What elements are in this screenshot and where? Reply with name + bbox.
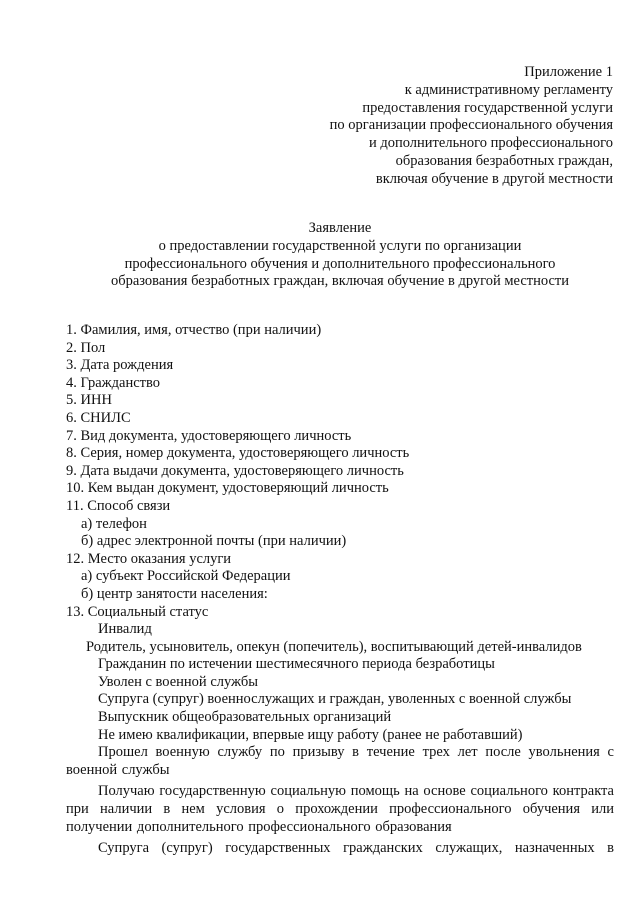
status-option: Уволен с военной службы <box>98 673 258 690</box>
field-snils: 6. СНИЛС <box>66 409 131 426</box>
title-line: Заявление <box>308 220 372 236</box>
appendix-line: к административному регламенту <box>404 81 613 98</box>
status-option: Родитель, усыновитель, опекун (попечитель), воспитывающий детей-инвалидов <box>86 638 582 655</box>
title-line: образования безработных граждан, включая обучение в другой местности <box>110 273 570 290</box>
field-service-location: 12. Место оказания услуги <box>66 550 232 567</box>
field-id-document-type: 7. Вид документа, удостоверяющего личность <box>66 427 352 444</box>
status-option: Инвалид <box>98 621 152 638</box>
title-line: о предоставлении государственной услуги по организации <box>158 237 522 254</box>
field-employment-center: б) центр занятости населения: <box>81 585 268 602</box>
status-option: Супруга (супруг) государственных гражданских служащих, назначенных в <box>98 840 614 857</box>
field-id-document-issuer: 10. Кем выдан документ, удостоверяющий личность <box>66 480 389 497</box>
field-contact-method: 11. Способ связи <box>66 497 171 514</box>
appendix-line: по организации профессионального обучения <box>329 117 613 134</box>
field-id-document-date: 9. Дата выдачи документа, удостоверяющего личность <box>66 462 404 479</box>
field-social-status: 13. Социальный статус <box>66 603 209 620</box>
field-birth-date: 3. Дата рождения <box>66 357 174 374</box>
field-phone: а) телефон <box>81 515 147 532</box>
field-full-name: 1. Фамилия, имя, отчество (при наличии) <box>66 322 322 338</box>
status-option: Прошел военную службу по призыву в течение трех лет после увольнения с военной службы <box>66 744 614 778</box>
field-federal-subject: а) субъект Российской Федерации <box>81 568 291 585</box>
appendix-line: и дополнительного профессионального <box>368 135 613 152</box>
field-citizenship: 4. Гражданство <box>66 374 161 391</box>
appendix-line: образования безработных граждан, <box>395 152 613 169</box>
appendix-line: Приложение 1 <box>524 64 613 80</box>
field-sex: 2. Пол <box>66 339 106 356</box>
field-inn: 5. ИНН <box>66 392 112 409</box>
appendix-header <box>330 64 613 189</box>
appendix-line: предоставления государственной услуги <box>362 99 613 116</box>
status-option: Выпускник общеобразовательных организаций <box>98 709 392 726</box>
appendix-line: включая обучение в другой местности <box>375 170 613 187</box>
title-line: профессионального обучения и дополнительного профессионального <box>124 255 556 272</box>
status-option: Получаю государственную социальную помощь на основе социального контракта при наличии в нем условия о прохождении профессионального обучения или получении дополнительного профессионального образования <box>66 783 614 835</box>
field-email: б) адрес электронной почты (при наличии) <box>81 533 347 550</box>
field-id-document-number: 8. Серия, номер документа, удостоверяющего личность <box>66 445 410 462</box>
status-option: Супруга (супруг) военнослужащих и граждан, уволенных с военной службы <box>98 691 572 708</box>
application-fields <box>66 322 614 858</box>
application-title <box>60 220 620 291</box>
status-option: Не имею квалификации, впервые ищу работу (ранее не работавший) <box>98 726 523 743</box>
status-option: Гражданин по истечении шестимесячного периода безработицы <box>98 656 495 673</box>
